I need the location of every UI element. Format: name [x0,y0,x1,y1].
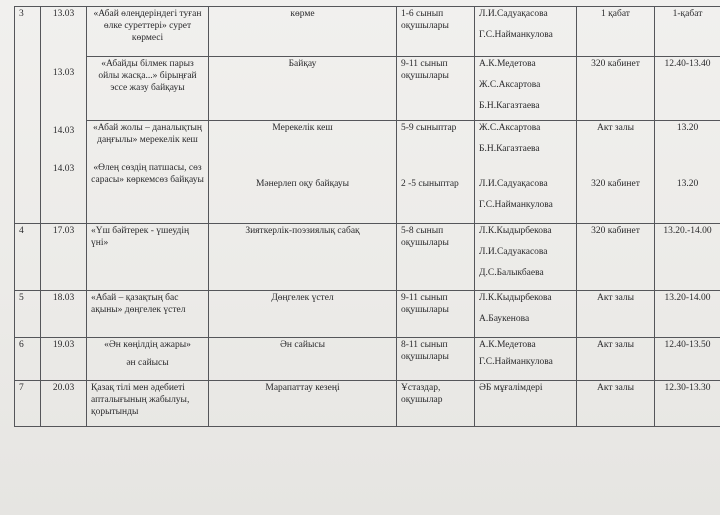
place-cell [577,7,655,224]
event-form: Дөңгелек үстел [209,291,397,338]
participants: 5-8 сынып оқушылары [397,223,475,291]
participants: 5-9 сыныптар [401,123,457,133]
place: 320 кабинет [577,57,654,121]
event-form: Ән сайысы [209,338,397,381]
date: 20.03 [41,380,87,426]
row-number: 6 [15,338,41,381]
responsible-person: ӘБ мұғалімдері [479,382,543,393]
place: 1 қабат [577,7,654,57]
responsible-person: А.К.Медетова [479,59,536,69]
participants: 8-11 сынып оқушылары [397,338,475,381]
responsible-cell [475,338,577,381]
place: Акт залы [577,380,655,426]
date-cell [41,7,87,224]
date: 14.03 [52,163,75,174]
event-form: көрме [209,7,396,57]
time: 1-қабат [655,7,720,57]
time: 13.20.-14.00 [655,223,720,291]
place: Акт залы [577,338,655,381]
participants: 9-11 сынып оқушылары [397,291,475,338]
row-number: 3 [15,7,41,224]
row-number: 4 [15,223,41,291]
event-title: «Абай өлеңдеріндегі туған өлке суреттері» сурет көрмесі [87,7,208,57]
responsible-cell [475,7,577,224]
participants: Ұстаздар, оқушылар [397,380,475,426]
event-form: Мәнерлеп оқу байқауы [255,179,350,189]
time: 12.40-13.40 [655,57,720,121]
responsible-person: Л.И.Садуакасова [479,246,548,257]
table-row [15,338,720,381]
responsible-person: Л.К.Кыдырбекова [479,293,552,304]
responsible-person: Г.С.Найманкулова [479,199,553,210]
event-title: «Абайды білмек парыз ойлы жасқа...» бірыңғай эссе жазу байқауы [87,57,208,121]
responsible-cell [475,291,577,338]
table-row [15,291,720,338]
responsible-person: Л.И.Садуақасова [479,9,548,19]
event-title: «Абай – қазақтың бас ақыны» дөңгелек үстел [87,291,209,338]
date: 14.03 [52,125,75,136]
event-title: «Ән көңілдің ажары» [104,340,191,351]
event-title: «Өлең сөздің патшасы, сөз сарасы» көркемсөз байқауы [91,163,204,185]
responsible-cell [475,380,577,426]
responsible-person: А.К.Медетова [479,340,536,351]
responsible-person: Л.К.Кыдырбекова [479,225,552,236]
date: 13.03 [52,67,75,78]
time-cell [655,7,720,224]
table-row [15,223,720,291]
participants-cell [397,7,475,224]
date: 19.03 [41,338,87,381]
row-number: 5 [15,291,41,338]
participants: 1-6 сынып оқушылары [397,7,474,57]
responsible-person: Ж.С.Аксартова [479,79,541,90]
date: 18.03 [41,291,87,338]
responsible-person: Г.С.Найманкулова [479,29,553,40]
responsible-person: Д.С.Балыкбаева [479,267,544,278]
table-row [15,380,720,426]
responsible-person: Ж.С.Аксартова [479,123,541,133]
date: 17.03 [41,223,87,291]
event-form: Марапаттау кезеңі [209,380,397,426]
event-title: «Үш бәйтерек - үшеудің үні» [87,223,209,291]
participants: 9-11 сынып оқушылары [397,57,474,121]
responsible-person: А.Баукенова [479,314,530,325]
responsible-person: Б.Н.Кагазтаева [479,143,540,154]
event-form: Зияткерлік-поэзиялық сабақ [209,223,397,291]
event-title-cell [87,7,209,224]
event-form-cell [209,7,397,224]
row-number: 7 [15,380,41,426]
place: Акт залы [577,291,655,338]
event-title-cell [87,338,209,381]
time: 13.20 [676,123,699,133]
time: 13.20-14.00 [655,291,720,338]
schedule-table [14,6,720,427]
event-title: «Абай жолы – даналықтың даңғылы» мерекелік кеш [92,123,202,145]
date: 13.03 [52,9,75,19]
place: 320 кабинет [577,223,655,291]
participants: 2 -5 сыныптар [401,179,459,189]
place: Акт залы [596,123,635,133]
responsible-cell [475,223,577,291]
event-title: Қазақ тілі мен әдебиеті апталығының жабылуы, қорытынды [87,380,209,426]
responsible-person: Г.С.Найманкулова [479,357,553,367]
table-row [15,7,720,224]
time: 13.20 [676,179,699,189]
event-subtitle: ән сайысы [126,358,169,368]
time: 12.40-13.50 [655,338,720,381]
place: 320 кабинет [591,179,640,189]
responsible-person: Б.Н.Кагазтаева [479,100,540,111]
responsible-person: Л.И.Садуақасова [479,179,548,189]
event-form: Байқау [209,57,396,121]
event-form: Мерекелік кеш [272,123,333,133]
time: 12.30-13.30 [655,380,720,426]
